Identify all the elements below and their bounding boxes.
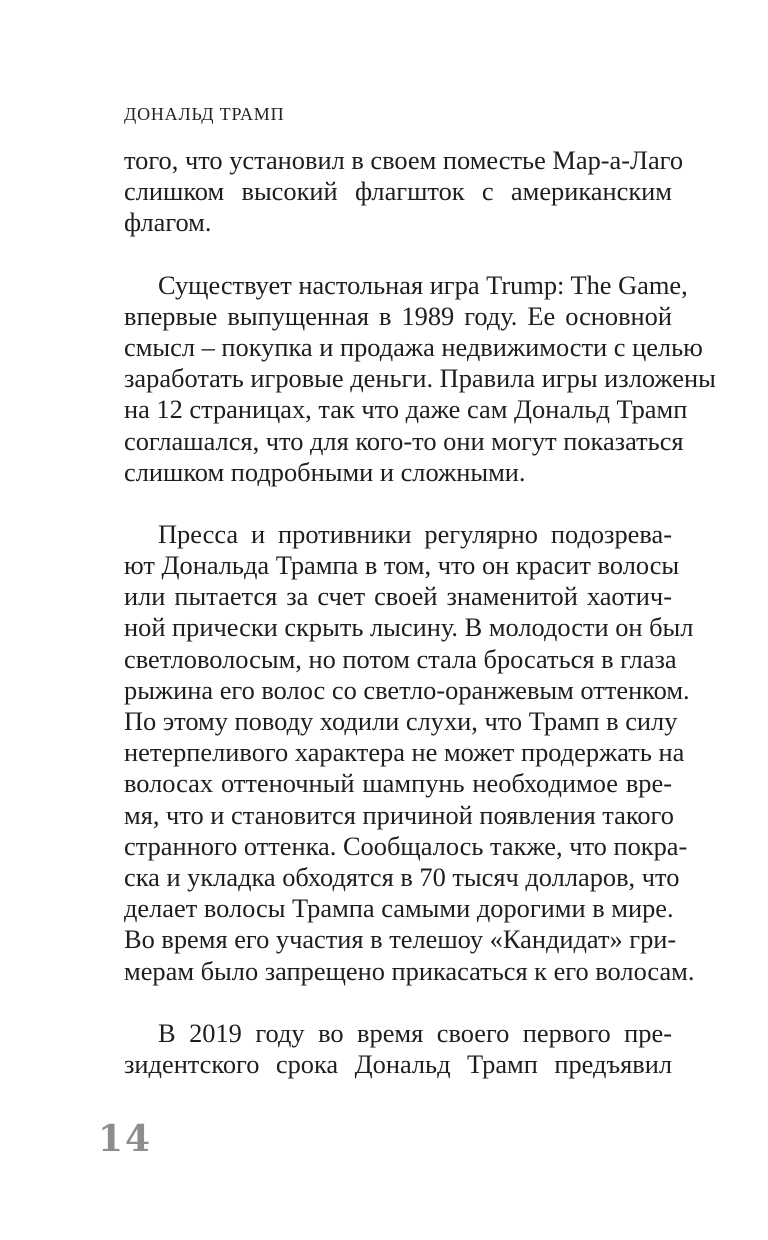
text-line: флагом. <box>124 207 212 238</box>
text-line: впервые выпущенная в 1989 году. Ее основной <box>124 300 672 331</box>
running-head: ДОНАЛЬД ТРАМП <box>124 104 285 124</box>
text-line: слишком высокий флагшток с американским <box>124 176 672 207</box>
text-line: или пытается за счет своей знаменитой хаотич- <box>124 581 672 612</box>
text-line: зидентского срока Дональд Трамп предъявил <box>124 1048 672 1079</box>
text-line: нетерпеливого характера не может продержать на <box>124 737 685 768</box>
text-line: заработать игровые деньги. Правила игры изложены <box>124 363 716 394</box>
text-line: странного оттенка. Сообщалось также, что покра- <box>124 830 688 861</box>
paragraph-1 <box>124 145 684 239</box>
text-line: По этому поводу ходили слухи, что Трамп в силу <box>124 706 678 736</box>
text-line: того, что установил в своем поместье Мар-а-Лаго <box>124 145 684 175</box>
text-line: волосах оттеночный шампунь необходимое вре- <box>124 768 672 799</box>
text-line: Пресса и противники регулярно подозрева- <box>158 518 672 549</box>
text-line: соглашался, что для кого-то они могут показаться <box>124 425 684 456</box>
text-line: смысл – покупка и продажа недвижимости с целью <box>124 331 703 362</box>
page-number: 14 <box>98 1118 153 1160</box>
text-line: ной прически скрыть лысину. В молодости он был <box>124 612 694 643</box>
paragraph-4 <box>124 1018 672 1080</box>
text-line: мя, что и становится причиной появления такого <box>124 799 674 830</box>
text-line: мерам было запрещено прикасаться к его волосам. <box>124 955 695 986</box>
paragraph-2 <box>124 269 716 488</box>
text-line: рыжина его волос со светло-оранжевым оттенком. <box>124 674 690 705</box>
text-line: делает волосы Трампа самыми дорогими в мире. <box>124 893 674 924</box>
text-line: Во время его участия в телешоу «Кандидат» гри- <box>124 924 677 955</box>
text-line: ют Дональда Трампа в том, что он красит волосы <box>124 550 680 581</box>
text-line: слишком подробными и сложными. <box>124 456 526 487</box>
text-line: В 2019 году во время своего первого пре- <box>158 1017 672 1048</box>
paragraph-3 <box>124 518 695 987</box>
text-line: светловолосым, но потом стала бросаться в глаза <box>124 643 677 674</box>
body-text <box>124 145 716 1080</box>
text-line: ска и укладка обходятся в 70 тысяч долларов, что <box>124 861 680 892</box>
text-line: Существует настольная игра Trump: The Game, <box>158 269 688 300</box>
text-line: на 12 страницах, так что даже сам Дональд Трамп <box>124 394 688 425</box>
